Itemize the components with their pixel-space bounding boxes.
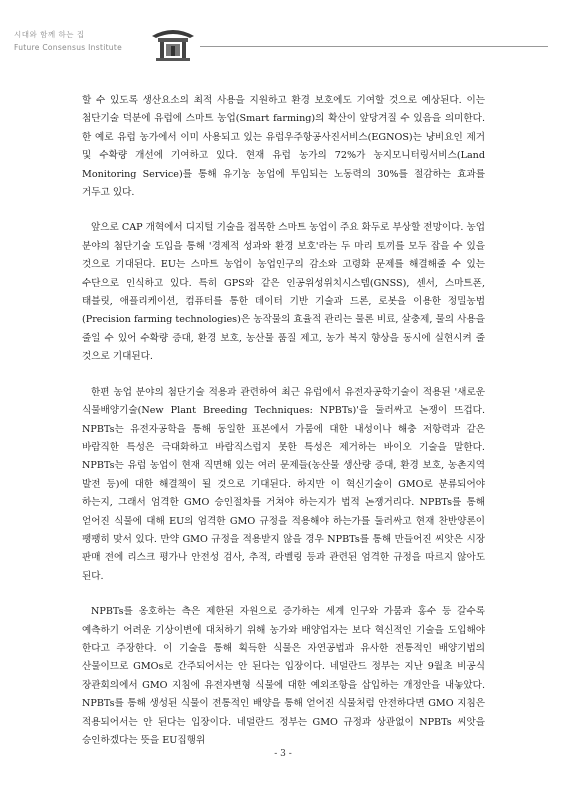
- paragraph: 앞으로 CAP 개혁에서 디지털 기술을 접목한 스마트 농업이 주요 화두로 부상할 전망이다. 농업 분야의 첨단기술 도입을 통해 '경제적 성과와 환경 보호'라는 두 마리 토끼를 모두 잡을 수 있을 것으로 기대된다. EU는 스마트 농업이 농업인구의 감소와 고령화 문제를 해결해줄 수 있는 수단으로 인식하고 있다. 특히 GPS와 같은 인공위성위치시스템(GNSS), 센서, 스마트폰, 태블릿, 애플리케이션, 컴퓨터를 통한 데이터 기반 기술과 드론, 로봇을 이용한 정밀농법(Precision farming technologies)은 농작물의 효율적 관리는 물론 비료, 살충제, 물의 사용을 줄일 수 있어 수확량 증대, 환경 보호, 농산물 품질 제고, 농가 복지 향상을 동시에 실현시켜 줄 것으로 기대된다.: [82, 222, 485, 363]
- paragraph: 한편 농업 분야의 첨단기술 적용과 관련하여 최근 유럽에서 유전자공학기술이 적용된 '새로운 식물배양기술(New Plant Breeding Techniques: NPBTs)'을 둘러싸고 논쟁이 뜨겁다. NPBTs는 유전자공학을 통해 동일한 표본에서 가뭄에 대한 내성이나 해충 저항력과 같은 바람직한 특성은 극대화하고 바람직스럽지 못한 특성은 제거하는 바이오 기술을 말한다. NPBTs는 유럽 농업이 현재 직면해 있는 여러 문제들(농산물 생산량 증대, 환경 보호, 농촌지역 발전 등)에 대한 해결책이 될 것으로 기대된다. 하지만 이 혁신기술이 GMO로 분류되어야 하는지, 그래서 엄격한 GMO 승인절차를 거쳐야 하는지가 법적 논쟁거리다. NPBTs를 통해 얻어진 식물에 대해 EU의 엄격한 GMO 규정을 적용해야 하는가를 둘러싸고 현재 찬반양론이 팽팽히 맞서 있다. 만약 GMO 규정을 적용받지 않을 경우 NPBTs를 통해 만들어진 씨앗은 시장 판매 전에 리스크 평가나 안전성 검사, 추적, 라벨링 등과 관련된 엄격한 규정을 따르지 않아도 된다.: [82, 386, 485, 582]
- paragraph: NPBTs를 옹호하는 측은 제한된 자원으로 증가하는 세계 인구와 가뭄과 홍수 등 갈수록 예측하기 어려운 기상이변에 대처하기 위해 농가와 배양업자는 보다 혁신적인 기술을 도입해야 한다고 주장한다. 이 기술을 통해 획득한 식물은 자연공법과 유사한 전통적인 배양기법의 산물이므로 GMOs로 간주되어서는 안 된다는 입장이다. 네덜란드 정부는 지난 9월초 비공식 장관회의에서 GMO 지침에 유전자변형 식물에 대한 예외조항을 삽입하는 개정안을 내놓았다. NPBTs를 통해 생성된 식물이 전통적인 배양을 통해 얻어진 식물처럼 안전하다면 GMO 지침은 적용되어서는 안 된다는 입장이다. 네덜란드 정부는 GMO 규정과 상관없이 NPBTs 씨앗을 승인하겠다는 뜻을 EU집행위: [82, 606, 485, 746]
- traditional-house-icon: [150, 22, 196, 62]
- brand-korean: 시대와 함께 하는 집: [14, 30, 85, 39]
- brand-text: [14, 29, 122, 52]
- header-divider: [200, 46, 548, 47]
- page-number: - 3 -: [274, 749, 292, 759]
- paragraph: 할 수 있도록 생산요소의 최적 사용을 지원하고 환경 보호에도 기여할 것으로 예상된다. 이는 첨단기술 덕분에 유럽에 스마트 농업(Smart farming)의 확산이 앞당겨질 수 있음을 의미한다. 한 예로 유럽 농가에서 이미 사용되고 있는 유럽우주항공사진서비스(EGNOS)는 냥비요인 제거 및 수확량 개선에 기여하고 있다. 현재 유럽 농가의 72%가 농지모니터링서비스(Land Monitoring Service)를 통해 유기농 농업에 투입되는 노동력의 30%를 절감하는 효과를 거두고 있다.: [82, 95, 485, 199]
- page-header: [0, 0, 566, 70]
- brand-english: Future Consensus Institute: [14, 43, 123, 52]
- document-body: [82, 92, 485, 767]
